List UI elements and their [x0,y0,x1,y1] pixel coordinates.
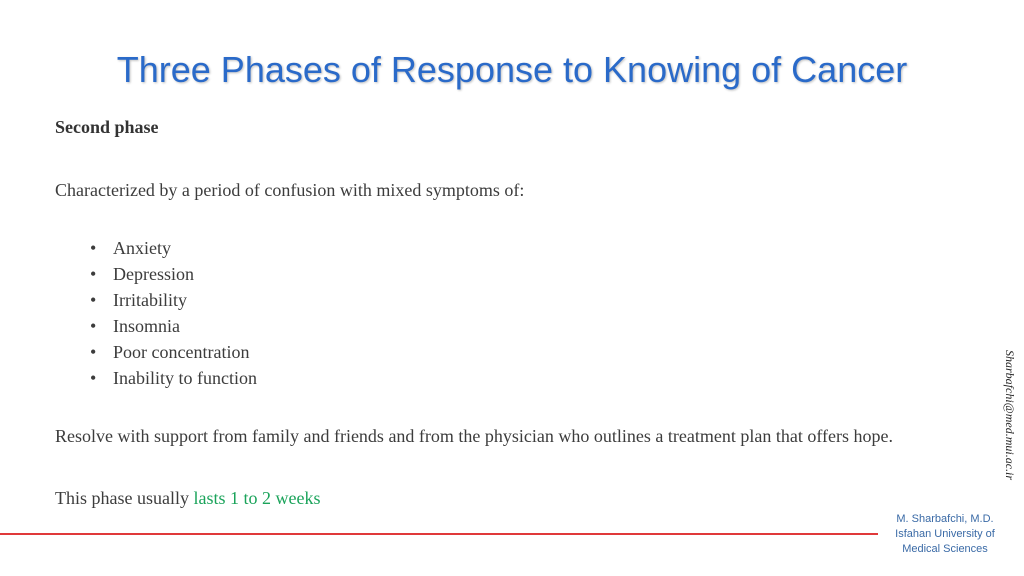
duration-prefix: This phase usually [55,488,194,508]
bullet-icon: • [90,316,97,336]
duration-highlight: lasts 1 to 2 weeks [193,488,321,508]
duration-text [55,488,320,509]
footer-credit [880,512,1010,557]
intro-text: Characterized by a period of confusion with mixed symptoms of: [55,180,525,200]
resolution-text: Resolve with support from family and friends and from the physician who outlines a treatment plan that offers hope. [55,426,893,446]
symptom-label: Depression [113,264,194,284]
bullet-icon: • [90,238,97,258]
symptom-label: Irritability [113,290,187,310]
symptom-label: Anxiety [113,238,171,258]
symptom-label: Inability to function [113,368,257,388]
footer-divider [0,533,878,535]
list-item [90,237,257,263]
side-email: Sharbafchi@med.mui.ac.ir [1003,350,1017,481]
list-item [90,341,257,367]
symptom-label: Insomnia [113,316,180,336]
list-item [90,289,257,315]
bullet-icon: • [90,264,97,284]
bullet-icon: • [90,368,97,388]
footer-author: M. Sharbafchi, M.D. [896,513,994,525]
footer-institution-cont: Medical Sciences [902,543,988,555]
list-item [90,315,257,341]
symptom-label: Poor concentration [113,342,250,362]
footer-institution: Isfahan University of [895,528,995,540]
bullet-icon: • [90,290,97,310]
symptom-list [90,237,257,393]
phase-subheading: Second phase [55,117,159,137]
slide-title: Three Phases of Response to Knowing of Cancer [116,49,908,90]
bullet-icon: • [90,342,97,362]
list-item [90,263,257,289]
list-item [90,367,257,393]
